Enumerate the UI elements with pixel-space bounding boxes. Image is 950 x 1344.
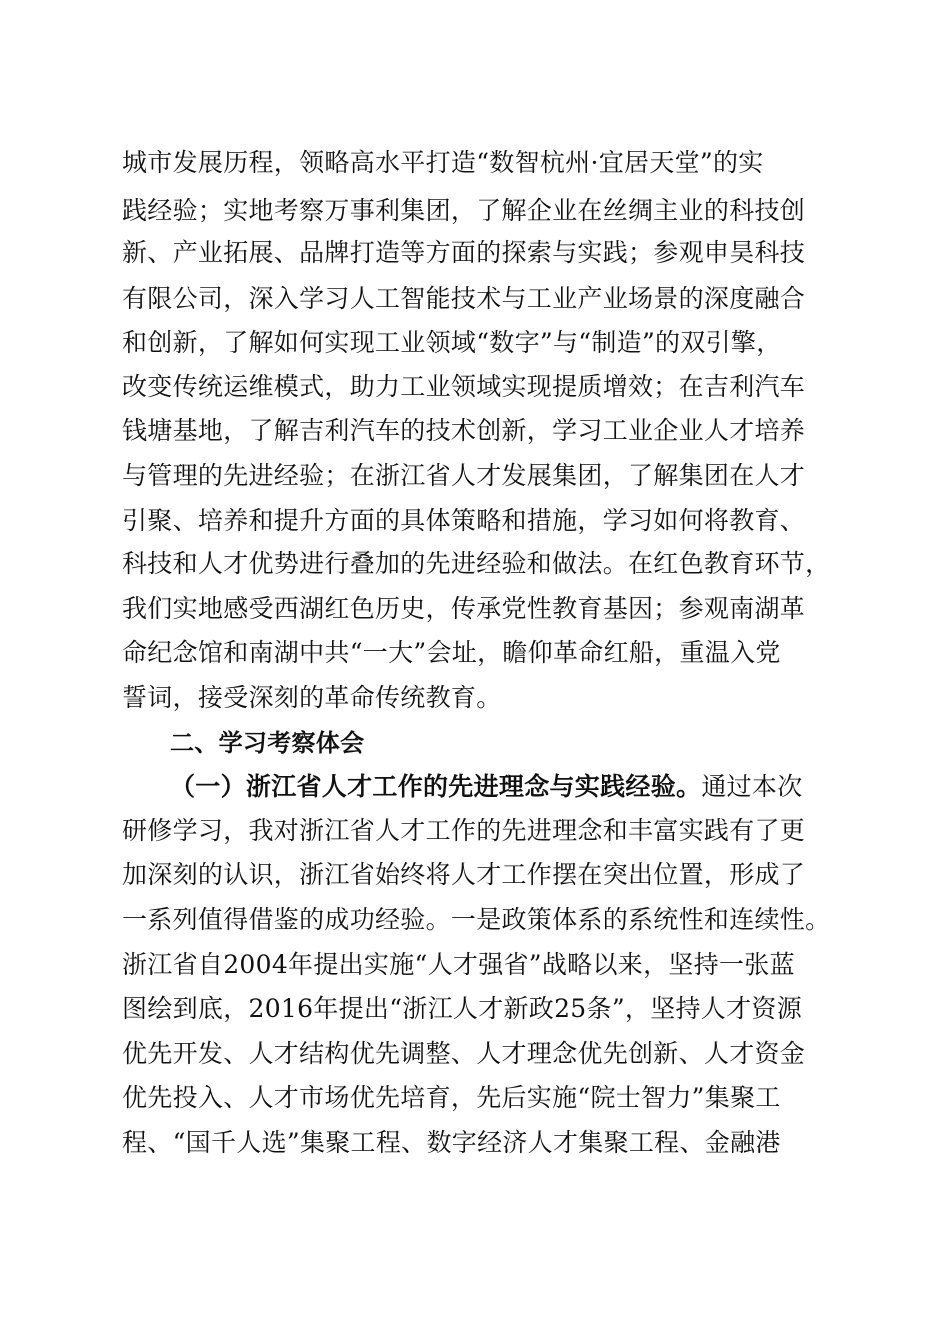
paragraph-line: 图绘到底，2016年提出“浙江人才新政25条”，坚持人才资源 <box>122 994 802 1023</box>
paragraph-line: 誓词，接受深刻的革命传统教育。 <box>122 683 502 712</box>
paragraph-line: 改变传统运维模式，助力工业领域实现提质增效；在吉利汽车 <box>122 372 806 401</box>
subsection-title: （一）浙江省人才工作的先进理念与实践经验。 <box>170 772 702 801</box>
paragraph-line: 城市发展历程，领略高水平打造“数智杭州·宜居天堂”的实 <box>122 148 764 177</box>
paragraph-line: 一系列值得借鉴的成功经验。一是政策体系的系统性和连续性。 <box>122 905 831 934</box>
paragraph-line: 程、“国千人选”集聚工程、数字经济人才集聚工程、金融港 <box>122 1128 781 1157</box>
subsection-first-line-rest: 通过本次 <box>701 772 803 801</box>
paragraph-line: 我们实地感受西湖红色历史，传承党性教育基因；参观南湖革 <box>122 594 806 623</box>
paragraph-line: 和创新，了解如何实现工业领域“数字”与“制造”的双引擎， <box>122 328 782 357</box>
paragraph-line: 新、产业拓展、品牌打造等方面的探索与实践；参观申昊科技 <box>122 238 806 267</box>
paragraph-line: 引聚、培养和提升方面的具体策略和措施，学习如何将教育、 <box>122 506 806 535</box>
paragraph-line: 与管理的先进经验；在浙江省人才发展集团，了解集团在人才 <box>122 461 806 490</box>
paragraph-line: 科技和人才优势进行叠加的先进经验和做法。在红色教育环节， <box>122 549 831 578</box>
paragraph-line: 践经验；实地考察万事利集团，了解企业在丝绸主业的科技创 <box>122 196 806 225</box>
subsection-first-line <box>170 772 803 802</box>
paragraph-line: 浙江省自2004年提出实施“人才强省”战略以来，坚持一张蓝 <box>122 950 795 979</box>
paragraph-line: 钱塘基地，了解吉利汽车的技术创新，学习工业企业人才培养 <box>122 416 806 445</box>
paragraph-line: 加深刻的认识，浙江省始终将人才工作摆在突出位置，形成了 <box>122 860 806 889</box>
paragraph-line: 优先开发、人才结构优先调整、人才理念优先创新、人才资金 <box>122 1039 806 1068</box>
paragraph-line: 优先投入、人才市场优先培育，先后实施“院士智力”集聚工 <box>122 1083 781 1112</box>
paragraph-line: 命纪念馆和南湖中共“一大”会址，瞻仰革命红船，重温入党 <box>122 638 781 667</box>
section-heading: 二、学习考察体会 <box>170 729 365 757</box>
paragraph-line: 有限公司，深入学习人工智能技术与工业产业场景的深度融合 <box>122 284 806 313</box>
paragraph-line: 研修学习，我对浙江省人才工作的先进理念和丰富实践有了更 <box>122 816 806 845</box>
